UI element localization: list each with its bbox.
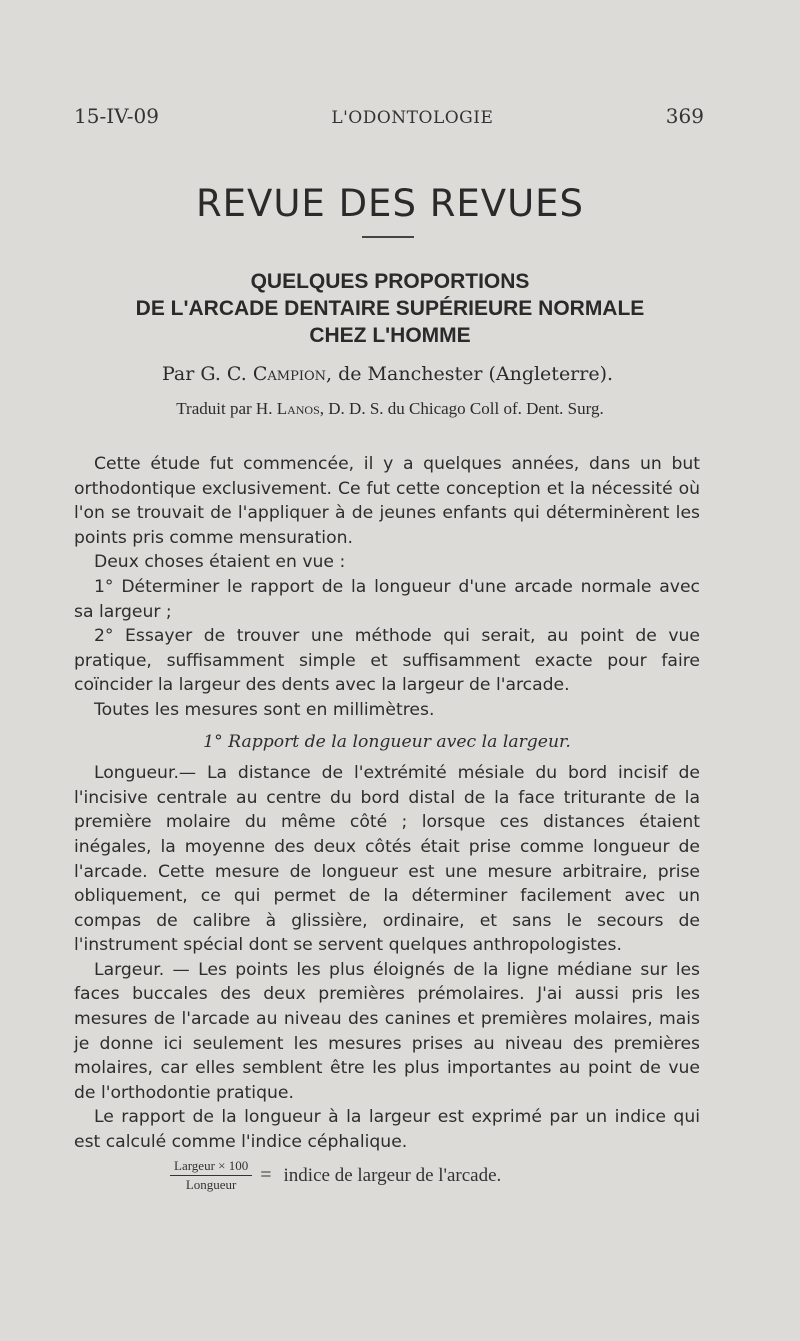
paragraph: Largeur. — Les points les plus éloignés de la ligne médiane sur les faces buccales des deux premières prémolaires. J'ai aussi pris les mesures de l'arcade au niveau des canines et premières molaires, mais je donne ici seulement les mesures prises au niveau des premières molaires, car elles semblent être les plus importantes au point de vue de l'orthodontie pratique. [74, 959, 700, 1103]
paragraph: Longueur.— La distance de l'extrémité mésiale du bord incisif de l'incisive centrale au centre du bord distal de la face triturante de la première molaire du même côté ; lorsque ces distances étaient inégales, la moyenne des deux côtés était prise comme longueur de l'arcade. Cette mesure de longueur est une mesure arbitraire, prise obliquement, ce qui permet de la déterminer facilement avec un compas de calibre à glissière, ordinaire, et sans le secours de l'instrument spécial dont se servent quelques anthropologistes. [74, 763, 700, 956]
fraction-denominator: Longueur [185, 1177, 237, 1192]
page-number: 369 [665, 104, 704, 128]
journal-name: L'ODONTOLOGIE [331, 108, 494, 128]
title-rule [362, 236, 414, 238]
issue-date: 15-IV-09 [74, 104, 159, 128]
translator-name: Lanos [276, 399, 320, 418]
subheading: 1° Rapport de la longueur avec la largeur. [203, 731, 571, 752]
fraction-numerator: Largeur × 100 [170, 1158, 252, 1176]
paragraph: Le rapport de la longueur à la largeur est exprimé par un indice qui est calculé comme l'indice céphalique. [74, 1107, 700, 1153]
fraction [170, 1158, 252, 1193]
section-title: REVUE DES REVUES [195, 182, 585, 225]
paragraph: 1° Déterminer le rapport de la longueur d'une arcade normale avec sa largeur ; [74, 576, 700, 622]
paragraph: Cette étude fut commencée, il y a quelques années, dans un but orthodontique exclusivement. Ce fut cette conception et la nécessité où l'on se trouvait de l'appliquer à de jeunes enfants qui déterminèrent les points pris comme mensuration. [74, 454, 700, 548]
equals-sign: = [260, 1164, 272, 1186]
width-index-formula [170, 1158, 501, 1193]
author-name: Campion [252, 363, 327, 385]
paragraph: Toutes les mesures sont en millimètres. [94, 699, 435, 720]
article-title-line-1: QUELQUES PROPORTIONS [250, 270, 530, 293]
byline [0, 363, 775, 385]
running-head [74, 104, 704, 128]
article-title-line-2: DE L'ARCADE DENTAIRE SUPÉRIEURE NORMALE [135, 297, 645, 320]
byline-suffix: , de Manchester (Angleterre). [326, 363, 614, 385]
translator-line [0, 399, 780, 419]
article-body [74, 452, 700, 1155]
paragraph: 2° Essayer de trouver une méthode qui serait, au point de vue pratique, suffisamment simple et suffisamment exacte pour faire coïncider la largeur des dents avec la largeur de l'arcade. [74, 626, 700, 696]
translator-prefix: Traduit par H. [176, 399, 273, 418]
formula-result: indice de largeur de l'arcade. [283, 1164, 502, 1186]
paragraph: Deux choses étaient en vue : [94, 552, 346, 573]
article-title-line-3: CHEZ L'HOMME [309, 324, 471, 347]
translator-suffix: , D. D. S. du Chicago Coll of. Dent. Surg. [319, 399, 604, 418]
byline-prefix: Par G. C. [161, 363, 247, 385]
article-title [40, 268, 740, 349]
